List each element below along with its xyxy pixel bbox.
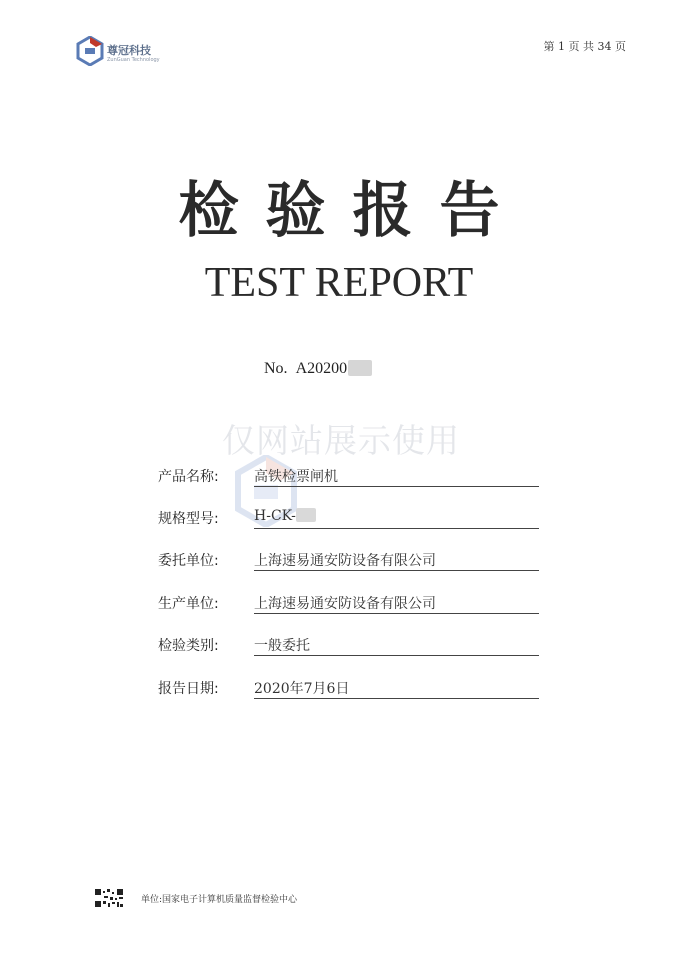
field-value: 上海速易通安防设备有限公司 bbox=[254, 553, 436, 569]
report-number-prefix: No. bbox=[264, 360, 288, 377]
field-underline bbox=[254, 698, 539, 699]
field-manufacturer bbox=[158, 593, 539, 615]
field-product-name bbox=[158, 466, 539, 488]
field-label: 检验类别: bbox=[158, 638, 219, 654]
field-underline bbox=[254, 613, 539, 614]
field-model bbox=[158, 508, 539, 530]
field-value: 2020年7月6日 bbox=[254, 681, 350, 697]
company-subtitle: ZunGuan Technology bbox=[107, 57, 160, 63]
field-value: 上海速易通安防设备有限公司 bbox=[254, 596, 436, 612]
report-title-en: TEST REPORT bbox=[204, 260, 474, 306]
field-label: 规格型号: bbox=[158, 511, 219, 527]
field-label: 生产单位: bbox=[158, 596, 219, 612]
field-value: H-CK- bbox=[254, 508, 296, 524]
report-title-cn: 检验报告 bbox=[178, 176, 527, 246]
field-label: 产品名称: bbox=[158, 469, 219, 485]
field-underline bbox=[254, 486, 539, 487]
page-indicator: 第 1 页 共 34 页 bbox=[543, 40, 626, 53]
field-inspection-type bbox=[158, 635, 539, 657]
field-underline bbox=[254, 528, 539, 529]
field-label: 委托单位: bbox=[158, 553, 219, 569]
redacted-block bbox=[296, 508, 316, 522]
redacted-block bbox=[348, 360, 372, 376]
report-number bbox=[264, 360, 372, 378]
report-number-value: A20200 bbox=[295, 360, 348, 377]
field-value: 高铁检票闸机 bbox=[254, 469, 338, 485]
company-name: 尊冠科技 bbox=[107, 44, 151, 57]
field-label: 报告日期: bbox=[158, 681, 219, 697]
qr-code-icon bbox=[95, 889, 123, 907]
field-value: 一般委托 bbox=[254, 638, 310, 654]
logo-mark-icon bbox=[76, 36, 104, 66]
footer-unit-text: 单位:国家电子计算机质量监督检验中心 bbox=[141, 895, 298, 905]
field-report-date bbox=[158, 678, 539, 700]
field-client bbox=[158, 550, 539, 572]
field-underline bbox=[254, 570, 539, 571]
field-underline bbox=[254, 655, 539, 656]
field-value-wrap bbox=[254, 508, 316, 524]
watermark-text: 仅网站展示使用 bbox=[222, 421, 460, 460]
footer bbox=[95, 889, 495, 909]
company-logo bbox=[76, 36, 176, 70]
